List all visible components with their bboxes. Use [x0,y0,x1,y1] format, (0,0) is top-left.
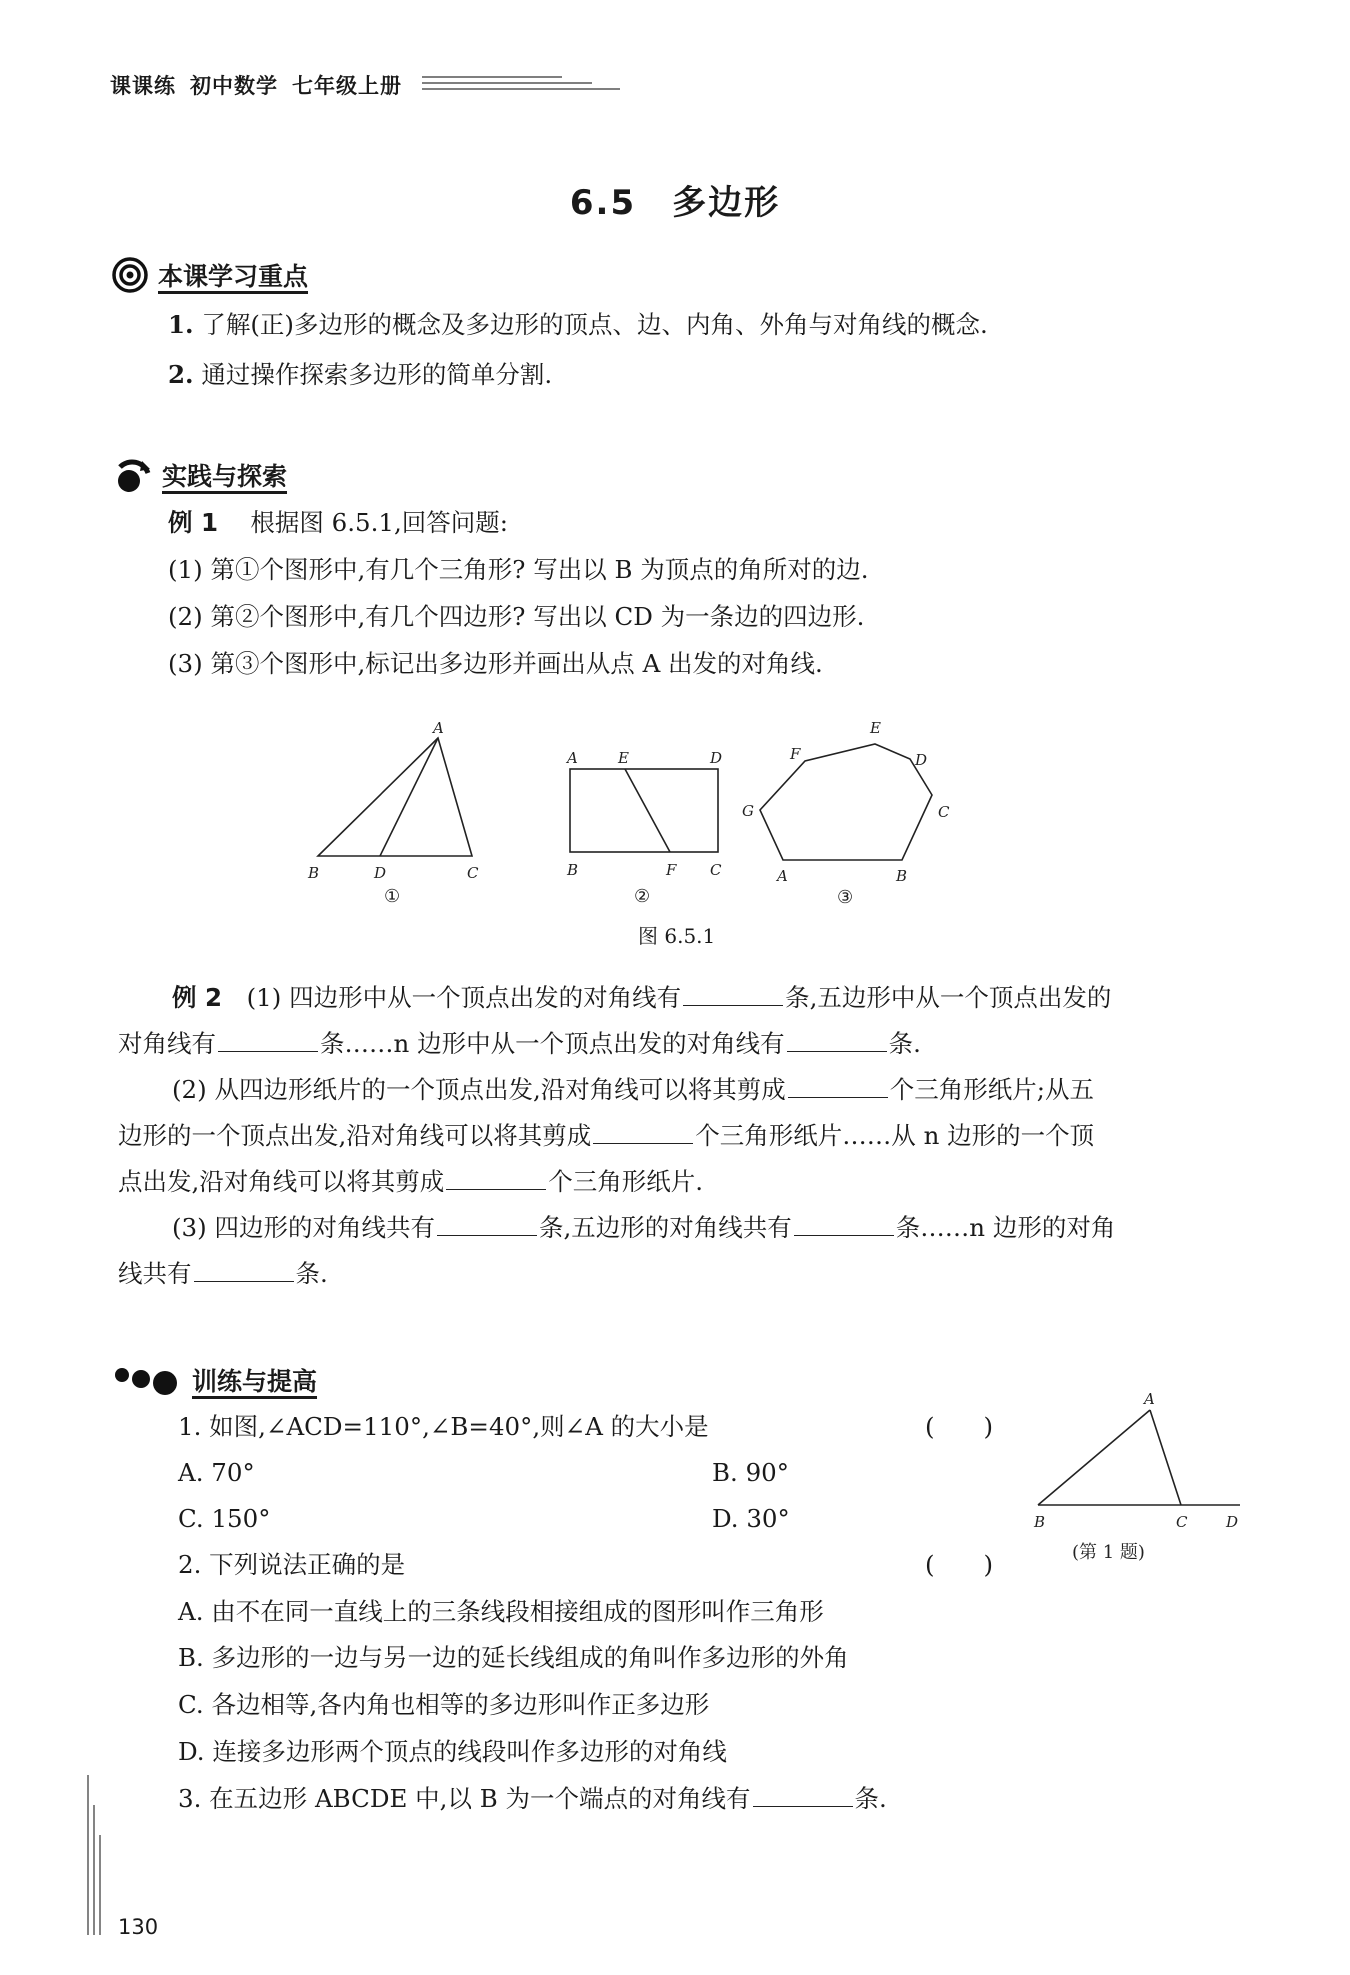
answer-blank[interactable] [794,1213,894,1236]
fig2-label-b: B [567,861,579,879]
q2-stem: 2. 下列说法正确的是 [178,1550,406,1579]
target-icon [112,257,148,293]
fig2-label-c: C [710,861,722,879]
answer-blank[interactable] [788,1075,888,1098]
figure-6-5-1-caption: 图 6.5.1 [638,924,716,948]
q1-option-b[interactable]: B. 90° [712,1458,790,1487]
three-dots-icon [112,1363,184,1397]
answer-blank[interactable] [437,1213,537,1236]
answer-blank[interactable] [446,1167,546,1190]
margin-bars [86,1775,106,1935]
example1-q3: (3) 第③个图形中,标记出多边形并画出从点 A 出发的对角线. [168,649,823,678]
q2-option-d[interactable]: D. 连接多边形两个顶点的线段叫作多边形的对角线 [178,1737,727,1766]
fig1-label-a: A [433,719,444,737]
example2-p3-a: (3) 四边形的对角线共有 [172,1213,435,1242]
fig3-label-f: F [790,745,801,763]
fig1-label-b: B [308,864,320,882]
key-point-2-text: 通过操作探索多边形的简单分割. [201,360,553,389]
fig2-label-a: A [567,749,578,767]
fig2-label-e: E [618,749,629,767]
example2-part2 [118,1067,1248,1205]
example1-intro-text: 根据图 6.5.1,回答问题: [250,508,509,537]
example1-q1: (1) 第①个图形中,有几个三角形? 写出以 B 为顶点的角所对的边. [168,555,869,584]
q2-option-b[interactable]: B. 多边形的一边与另一边的延长线组成的角叫作多边形的外角 [178,1643,849,1672]
fig1-mark: ① [384,886,401,907]
figure-6-5-1 [290,715,1080,915]
example1-label: 例 1 [168,508,219,537]
fig3-label-b: B [896,867,908,885]
q3-text: 3. 在五边形 ABCDE 中,以 B 为一个端点的对角线有 [178,1784,751,1813]
example2-p1-b: 条,五边形中从一个顶点出发的 [785,983,1112,1012]
example2-p3-e: 条. [295,1259,328,1288]
example2-p2-b: 个三角形纸片;从五 [889,1075,1095,1104]
header-rule-lines [422,74,620,94]
fig3-label-g: G [742,802,754,820]
answer-blank[interactable] [787,1029,887,1052]
answer-blank[interactable] [753,1784,853,1807]
fig3-label-a: A [777,867,788,885]
example1-q2: (2) 第②个图形中,有几个四边形? 写出以 CD 为一条边的四边形. [168,602,865,631]
page-title: 6.5 多边形 [569,183,781,223]
q3-end: 条. [854,1784,887,1813]
section-training-label: 训练与提高 [192,1367,318,1396]
q1-bracket[interactable]: ( ) [925,1412,994,1441]
book-name: 课课练 [110,74,176,98]
answer-blank[interactable] [683,983,783,1006]
section-training [112,1362,317,1398]
q1-fig-label-c: C [1176,1513,1188,1531]
example2-p2-a: (2) 从四边形纸片的一个顶点出发,沿对角线可以将其剪成 [172,1075,786,1104]
section-practice-label: 实践与探索 [162,462,288,491]
fig3-mark: ③ [837,887,854,908]
section-key-points-label: 本课学习重点 [158,262,309,291]
key-point-1-num: 1. [168,310,194,339]
q2-option-c[interactable]: C. 各边相等,各内角也相等的多边形叫作正多边形 [178,1690,710,1719]
q1-fig-label-d: D [1226,1513,1239,1531]
key-point-1-text: 了解(正)多边形的概念及多边形的顶点、边、内角、外角与对角线的概念. [201,310,988,339]
example2-part3 [118,1205,1248,1297]
example2-p2-c: 边形的一个顶点出发,沿对角线可以将其剪成 [118,1121,592,1150]
figure-rectangle-2 [565,749,722,907]
answer-blank[interactable] [194,1259,294,1282]
q2-bracket[interactable]: ( ) [925,1550,994,1579]
question-1-figure [1020,1390,1260,1570]
example2-p1-e: 条. [888,1029,921,1058]
fig2-label-d: D [710,749,723,767]
q1-option-d[interactable]: D. 30° [712,1504,790,1533]
fig2-label-f: F [666,861,677,879]
q1-fig-label-b: B [1034,1513,1046,1531]
subject-name: 初中数学 [190,74,278,98]
figure-triangle-1 [307,719,479,907]
q1-fig-label-a: A [1144,1390,1155,1408]
example2-p2-e: 点出发,沿对角线可以将其剪成 [118,1167,445,1196]
example2-p2-d: 个三角形纸片……从 n 边形的一个顶 [695,1121,1095,1150]
figure-heptagon-3 [742,719,950,908]
example2-label: 例 2 [172,983,223,1012]
answer-blank[interactable] [218,1029,318,1052]
fig1-label-d: D [374,864,387,882]
example2-p2-f: 个三角形纸片. [548,1167,704,1196]
grade-name: 七年级上册 [292,74,402,98]
example1-intro [168,508,508,537]
example2-p3-b: 条,五边形的对角线共有 [539,1213,792,1242]
q1-option-a[interactable]: A. 70° [178,1458,255,1487]
q2-option-a[interactable]: A. 由不在同一直线上的三条线段相接组成的图形叫作三角形 [178,1597,824,1626]
key-point-2-num: 2. [168,360,194,389]
key-point-1 [168,310,988,339]
q1-stem: 1. 如图,∠ACD=110°,∠B=40°,则∠A 的大小是 [178,1412,709,1441]
example2-part1 [118,975,1248,1067]
example2-p3-c: 条……n 边形的对角 [895,1213,1116,1242]
key-point-2 [168,360,552,389]
compass-swoosh-icon [112,455,152,495]
running-header [110,70,416,100]
example2-p1-a: (1) 四边形中从一个顶点出发的对角线有 [246,983,682,1012]
fig3-label-e: E [870,719,881,737]
section-practice [112,455,287,495]
example2-p1-c: 对角线有 [118,1029,216,1058]
answer-blank[interactable] [593,1121,693,1144]
example2-p1-d: 条……n 边形中从一个顶点出发的对角线有 [320,1029,785,1058]
q1-fig-caption: (第 1 题) [1072,1542,1145,1563]
q1-option-c[interactable]: C. 150° [178,1504,271,1533]
fig1-label-c: C [467,864,479,882]
q3 [178,1784,887,1813]
fig3-label-c: C [938,803,950,821]
example2-p3-d: 线共有 [118,1259,192,1288]
section-key-points [112,257,308,293]
page-number: 130 [118,1915,159,1939]
fig3-label-d: D [915,751,928,769]
fig2-mark: ② [634,886,651,907]
